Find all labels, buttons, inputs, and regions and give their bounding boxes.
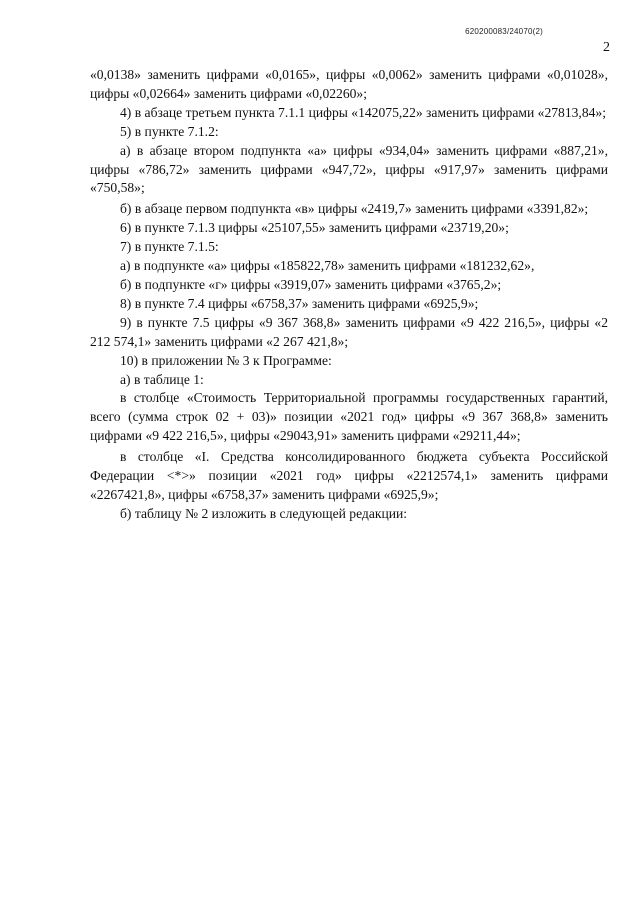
paragraph-item-7a: а) в подпункте «а» цифры «185822,78» заменить цифрами «181232,62»,	[120, 258, 535, 274]
document-body	[90, 66, 608, 524]
paragraph-table1-column-cost: в столбце «Стоимость Территориальной программы государственных гарантий, всего (сумма строк 02 + 03)» позиции «2021 год» цифры «9 367 368,8» заменить цифрами «9 422 216,5», цифры «29043,91» заменить цифрами «29211,44»;	[90, 390, 608, 444]
paragraph-item-5a: а) в абзаце втором подпункта «а» цифры «934,04» заменить цифрами «887,21», цифры «786,72» заменить цифрами «947,72», цифры «917,97» заменить цифрами «750,58»;	[90, 142, 608, 196]
paragraph-item-9: 9) в пункте 7.5 цифры «9 367 368,8» заменить цифрами «9 422 216,5», цифры «2 212 574,1» заменить цифрами «2 267 421,8»;	[90, 314, 608, 349]
paragraph-item-10b: б) таблицу № 2 изложить в следующей редакции:	[120, 505, 408, 521]
paragraph-item-7b: б) в подпункте «г» цифры «3919,07» заменить цифрами «3765,2»;	[120, 276, 502, 292]
paragraph-item-7: 7) в пункте 7.1.5:	[120, 239, 219, 255]
document-registration-code: 620200083/24070(2)	[465, 27, 543, 36]
paragraph-item-5: 5) в пункте 7.1.2:	[120, 123, 219, 139]
paragraph-table1-column-budget: в столбце «I. Средства консолидированного бюджета субъекта Российской Федерации <*>» позиции «2021 год» цифры «2212574,1» заменить цифрами «2267421,8», цифры «6758,37» заменить цифрами «6925,9»;	[90, 449, 608, 502]
page-number: 2	[603, 40, 610, 55]
paragraph-item-4: 4) в абзаце третьем пункта 7.1.1 цифры «142075,22» заменить цифрами «27813,84»;	[120, 104, 606, 120]
paragraph-item-5b: б) в абзаце первом подпункта «в» цифры «2419,7» заменить цифрами «3391,82»;	[120, 201, 589, 217]
paragraph-item-6: 6) в пункте 7.1.3 цифры «25107,55» заменить цифрами «23719,20»;	[120, 220, 509, 236]
paragraph-item-10: 10) в приложении № 3 к Программе:	[120, 352, 332, 368]
paragraph-item-10a: а) в таблице 1:	[120, 371, 204, 387]
paragraph-continuation: «0,0138» заменить цифрами «0,0165», цифры «0,0062» заменить цифрами «0,01028», цифры «0,02664» заменить цифрами «0,02260»;	[90, 67, 608, 101]
paragraph-item-8: 8) в пункте 7.4 цифры «6758,37» заменить цифрами «6925,9»;	[120, 295, 479, 311]
